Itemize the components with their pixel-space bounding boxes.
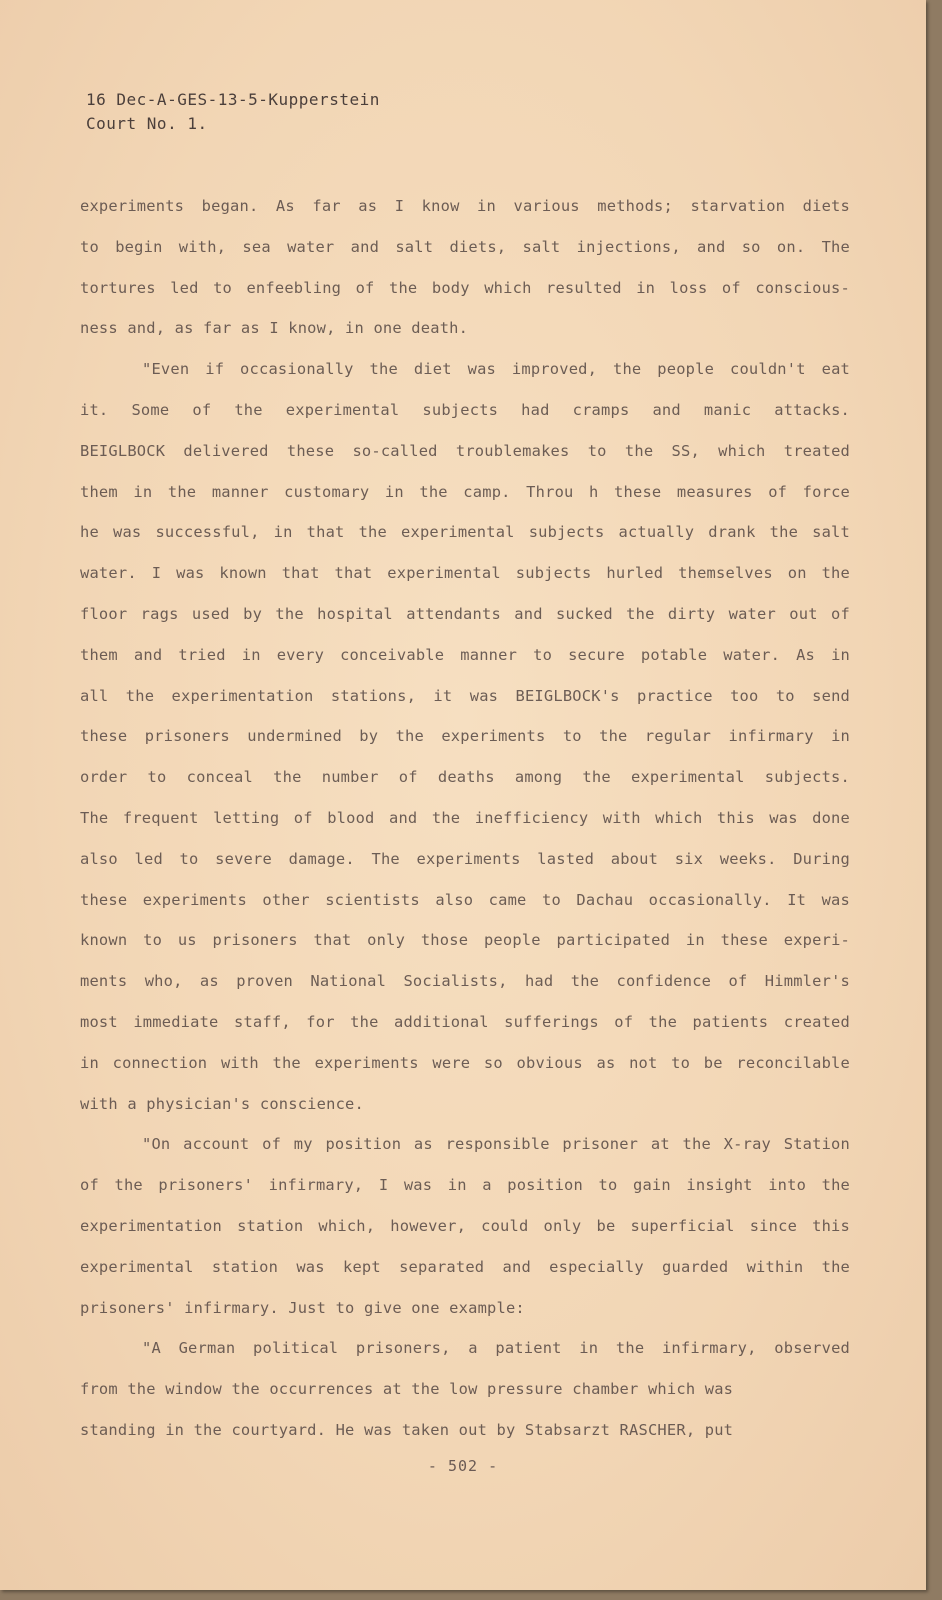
text-line: "On account of my position as responsible prisoner at the X-ray Station (142, 1135, 850, 1154)
text-line: with a physician's conscience. (80, 1094, 364, 1113)
text-line: all the experimentation stations, it was BEIGLBOCK's practice too to send (80, 686, 850, 705)
text-line: from the window the occurrences at the low pressure chamber which was (80, 1380, 734, 1399)
text-line: order to conceal the number of deaths among the experimental subjects. (80, 768, 850, 787)
text-line: these experiments other scientists also came to Dachau occasionally. It was (80, 890, 850, 909)
transcript-body (80, 186, 850, 1451)
header-court-line: Court No. 1. (86, 114, 208, 133)
document-header (86, 88, 380, 136)
text-line: "A German political prisoners, a patient in the infirmary, observed (142, 1339, 850, 1358)
text-line: to begin with, sea water and salt diets, salt injections, and so on. The (80, 237, 850, 256)
text-line: tortures led to enfeebling of the body which resulted in loss of conscious- (80, 278, 850, 297)
text-line: "Even if occasionally the diet was improved, the people couldn't eat (142, 360, 850, 379)
page-number: - 502 - (427, 1457, 499, 1475)
text-line: ness and, as far as I know, in one death. (80, 319, 469, 338)
text-line: most immediate staff, for the additional sufferings of the patients created (80, 1012, 850, 1031)
text-line: The frequent letting of blood and the inefficiency with which this was done (80, 808, 850, 827)
text-line: these prisoners undermined by the experiments to the regular infirmary in (80, 727, 850, 746)
text-line: ments who, as proven National Socialists, had the confidence of Himmler's (80, 972, 850, 991)
text-line: BEIGLBOCK delivered these so-called troublemakes to the SS, which treated (80, 441, 850, 460)
text-line: standing in the courtyard. He was taken out by Stabsarzt RASCHER, put (80, 1420, 734, 1439)
text-line: known to us prisoners that only those people participated in these experi- (80, 931, 850, 950)
text-line: prisoners' infirmary. Just to give one example: (80, 1298, 525, 1317)
text-line: experimentation station which, however, could only be superficial since this (80, 1216, 850, 1235)
text-line: experiments began. As far as I know in various methods; starvation diets (80, 197, 850, 215)
text-line: of the prisoners' infirmary, I was in a position to gain insight into the (80, 1176, 850, 1195)
text-line: them in the manner customary in the camp. Throu h these measures of force (80, 482, 850, 501)
header-docket-line: 16 Dec-A-GES-13-5-Kupperstein (86, 90, 380, 109)
text-line: floor rags used by the hospital attendants and sucked the dirty water out of (80, 604, 850, 623)
text-line: also led to severe damage. The experiments lasted about six weeks. During (80, 849, 850, 868)
text-line: water. I was known that that experimental subjects hurled themselves on the (80, 564, 850, 583)
text-line: it. Some of the experimental subjects had cramps and manic attacks. (80, 400, 850, 419)
text-line: experimental station was kept separated and especially guarded within the (80, 1257, 850, 1276)
text-line: he was successful, in that the experimental subjects actually drank the salt (80, 523, 850, 542)
text-line: in connection with the experiments were so obvious as not to be reconcilable (80, 1053, 850, 1072)
text-line: them and tried in every conceivable manner to secure potable water. As in (80, 645, 850, 664)
